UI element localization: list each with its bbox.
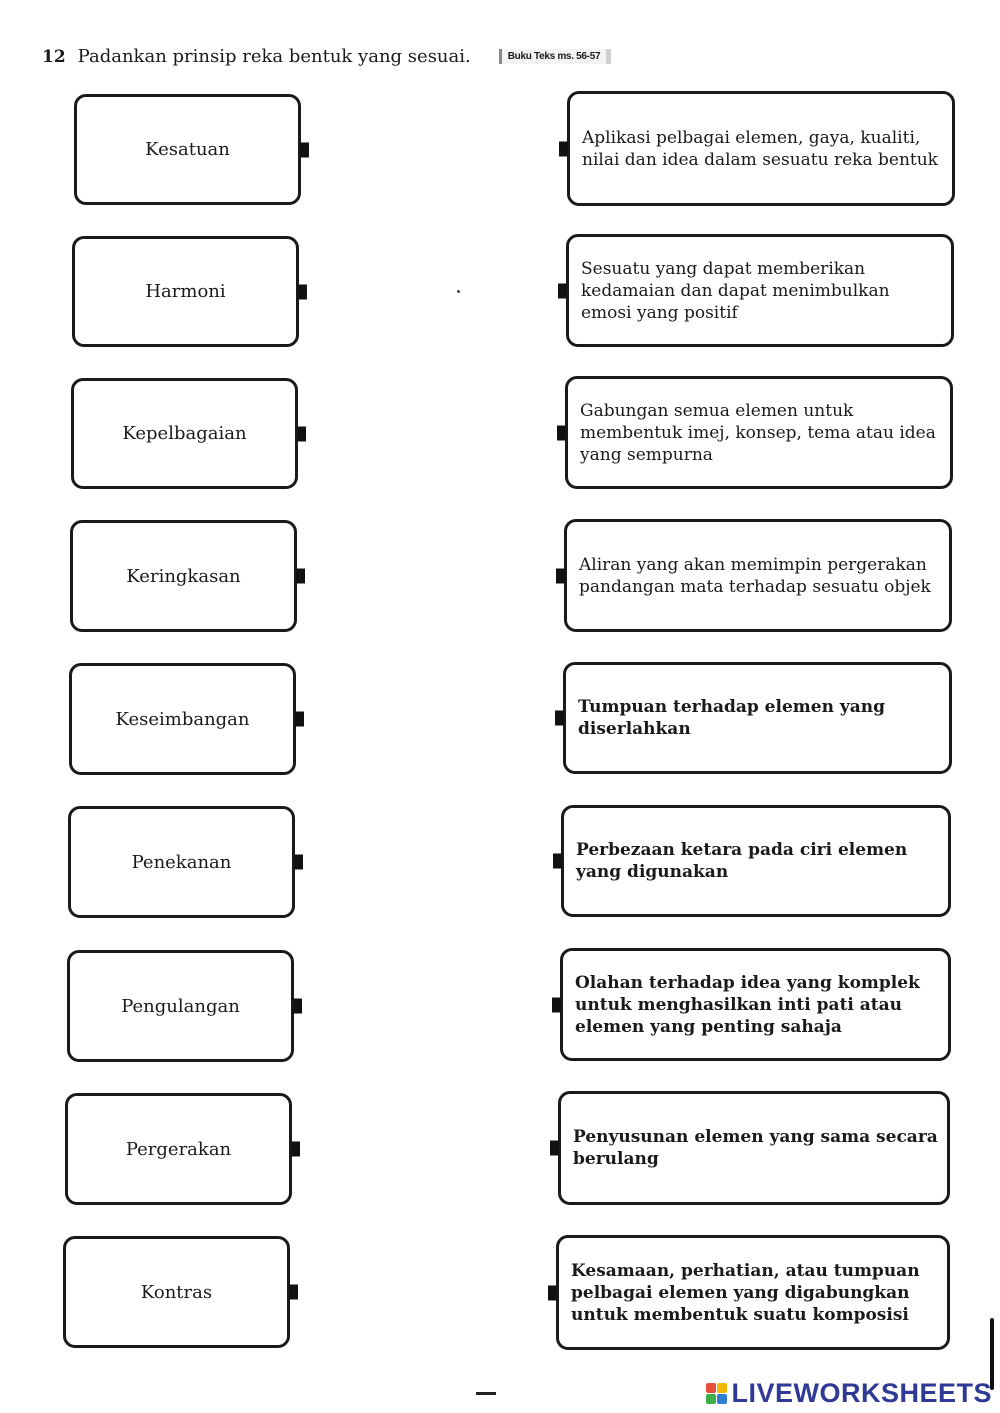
connector-dot[interactable] — [555, 711, 564, 726]
term-label: Harmoni — [145, 281, 226, 302]
term-box[interactable] — [72, 236, 299, 347]
connector-dot[interactable] — [296, 569, 305, 584]
question-number: 12 — [42, 46, 66, 67]
term-label: Pengulangan — [121, 995, 240, 1017]
connector-dot[interactable] — [552, 997, 561, 1012]
definition-text: Gabungan semua elemen untuk membentuk imej, konsep, tema atau idea yang sempurna — [580, 400, 936, 465]
definition-text: Perbezaan ketara pada ciri elemen yang digunakan — [576, 840, 908, 882]
term-label: Keseimbangan — [115, 708, 250, 730]
connector-dot[interactable] — [291, 1142, 300, 1157]
definition-box[interactable] — [567, 91, 955, 206]
liveworksheets-logo-icon — [706, 1383, 727, 1404]
definition-box[interactable] — [565, 376, 953, 489]
scan-speck — [457, 290, 460, 293]
definition-text: Aplikasi pelbagai elemen, gaya, kualiti, nilai dan idea dalam sesuatu reka bentuk — [582, 127, 938, 170]
connector-dot[interactable] — [557, 425, 566, 440]
connector-dot[interactable] — [289, 1285, 298, 1300]
definition-text: Penyusunan elemen yang sama secara berulang — [573, 1127, 938, 1169]
term-box[interactable] — [65, 1093, 292, 1205]
term-box[interactable] — [67, 950, 294, 1062]
connector-dot[interactable] — [293, 999, 302, 1014]
definition-box[interactable] — [566, 234, 954, 347]
definition-box[interactable] — [560, 948, 951, 1061]
question-instruction: Padankan prinsip reka bentuk yang sesuai. — [77, 46, 471, 67]
definition-text: Olahan terhadap idea yang komplek untuk menghasilkan inti pati atau elemen yang penting sahaja — [575, 972, 920, 1037]
definition-box[interactable] — [563, 662, 952, 774]
definition-box[interactable] — [558, 1091, 950, 1205]
definition-text: Sesuatu yang dapat memberikan kedamaian dan dapat menimbulkan emosi yang positif — [581, 258, 890, 323]
liveworksheets-watermark — [706, 1378, 992, 1409]
definition-text: Tumpuan terhadap elemen yang diserlahkan — [578, 697, 885, 739]
watermark-text: LIVEWORKSHEETS — [731, 1378, 992, 1408]
term-box[interactable] — [69, 663, 296, 775]
term-label: Keringkasan — [126, 565, 241, 587]
term-label: Penekanan — [131, 851, 232, 873]
scan-mark — [476, 1392, 496, 1395]
term-box[interactable] — [74, 94, 301, 205]
connector-dot[interactable] — [295, 712, 304, 727]
term-label: Pergerakan — [125, 1138, 232, 1160]
term-box[interactable] — [70, 520, 297, 632]
term-box[interactable] — [68, 806, 295, 918]
connector-dot[interactable] — [300, 142, 309, 157]
definition-box[interactable] — [564, 519, 952, 632]
term-box[interactable] — [71, 378, 298, 489]
connector-dot[interactable] — [294, 855, 303, 870]
definition-text: Aliran yang akan memimpin pergerakan pandangan mata terhadap sesuatu objek — [579, 554, 931, 597]
connector-dot[interactable] — [297, 426, 306, 441]
connector-dot[interactable] — [558, 283, 567, 298]
definition-text: Kesamaan, perhatian, atau tumpuan pelbagai elemen yang digabungkan untuk membentuk suatu komposisi — [571, 1260, 920, 1325]
connector-dot[interactable] — [556, 568, 565, 583]
term-label: Kesatuan — [145, 139, 230, 160]
question-header — [42, 46, 611, 67]
connector-dot[interactable] — [298, 284, 307, 299]
textbook-reference: Buku Teks ms. 56-57 — [499, 49, 612, 64]
connector-dot[interactable] — [559, 141, 568, 156]
definition-box[interactable] — [561, 805, 951, 917]
connector-dot[interactable] — [553, 854, 562, 869]
connector-dot[interactable] — [548, 1285, 557, 1300]
term-label: Kepelbagaian — [122, 423, 247, 444]
term-label: Kontras — [140, 1281, 213, 1303]
definition-box[interactable] — [556, 1235, 950, 1350]
connector-dot[interactable] — [550, 1141, 559, 1156]
term-box[interactable] — [63, 1236, 290, 1348]
